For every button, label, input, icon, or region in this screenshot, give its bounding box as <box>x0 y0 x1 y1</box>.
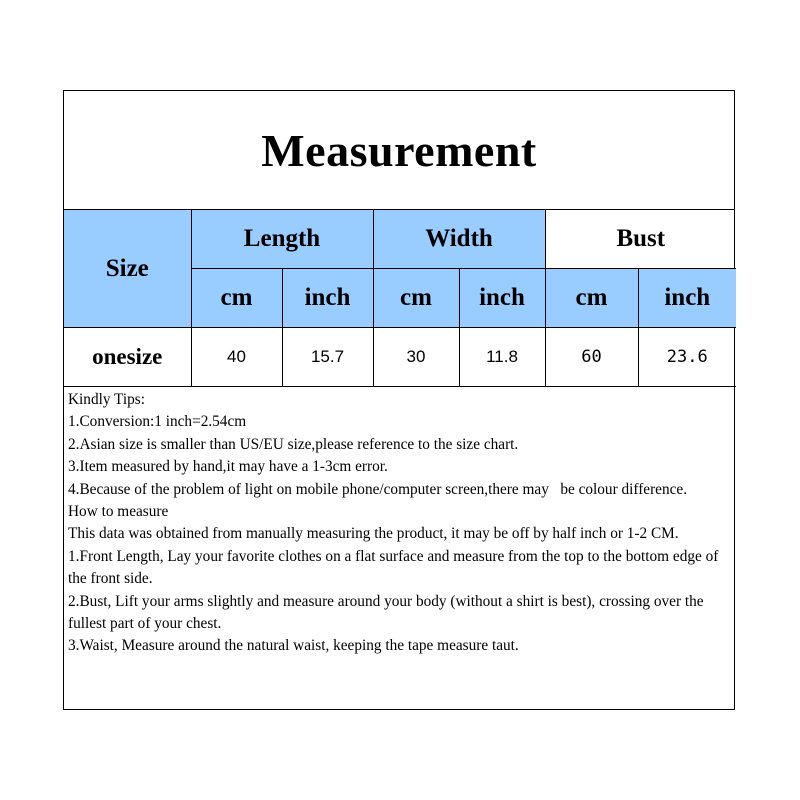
size-header: Size <box>64 210 191 328</box>
header-row-groups <box>64 210 736 269</box>
unit-header: cm <box>545 269 638 328</box>
row-label: onesize <box>64 328 191 387</box>
table-cell: 15.7 <box>282 328 373 387</box>
table-cell: 40 <box>191 328 282 387</box>
how-item: 1.Front Length, Lay your favorite clothes on a flat surface and measure from the top to the bottom edge of the front side. <box>68 547 719 588</box>
table-row <box>64 328 736 387</box>
tip-item: 3.Item measured by hand,it may have a 1-3cm error. <box>68 458 388 476</box>
table-cell: 30 <box>373 328 459 387</box>
unit-header: inch <box>282 269 373 328</box>
size-table <box>64 210 736 387</box>
table-cell: 60 <box>545 328 638 387</box>
how-to-measure-heading: How to measure <box>68 503 169 521</box>
how-to-measure-intro: This data was obtained from manually measuring the product, it may be off by half inch or 1-2 CM. <box>68 525 679 543</box>
tips-heading: Kindly Tips: <box>68 391 145 408</box>
tips-section <box>64 387 734 658</box>
chart-title: Measurement <box>261 124 537 176</box>
unit-header: cm <box>191 269 282 328</box>
measurement-chart <box>63 90 735 710</box>
unit-header: inch <box>638 269 736 328</box>
table-cell: 11.8 <box>459 328 545 387</box>
how-item: 3.Waist, Measure around the natural waist, keeping the tape measure taut. <box>68 637 519 655</box>
unit-header: inch <box>459 269 545 328</box>
group-header-bust: Bust <box>545 210 736 269</box>
group-header-width: Width <box>373 210 545 269</box>
title-row <box>64 91 734 210</box>
tip-item: 4.Because of the problem of light on mobile phone/computer screen,there may be colour difference. <box>68 480 688 498</box>
tip-item: 2.Asian size is smaller than US/EU size,please reference to the size chart. <box>68 435 519 453</box>
table-cell: 23.6 <box>638 328 736 387</box>
group-header-length: Length <box>191 210 373 269</box>
how-item: 2.Bust, Lift your arms slightly and measure around your body (without a shirt is best), crossing over the fullest part of your chest. <box>68 592 704 633</box>
unit-header: cm <box>373 269 459 328</box>
tip-item: 1.Conversion:1 inch=2.54cm <box>68 413 247 431</box>
